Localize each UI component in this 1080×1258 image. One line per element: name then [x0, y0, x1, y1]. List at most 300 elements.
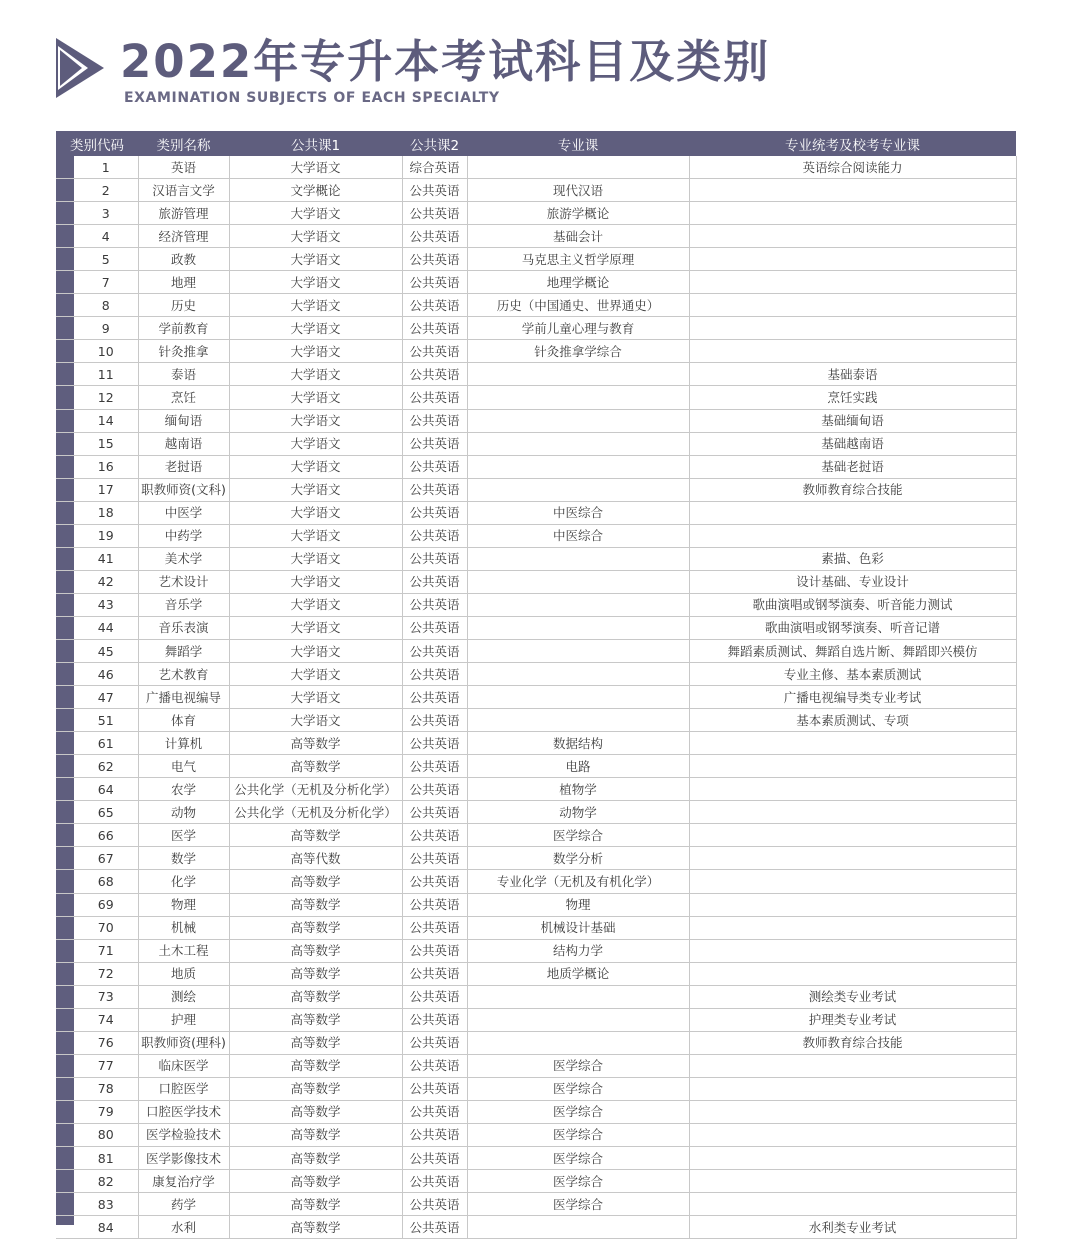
cell-public2: 公共英语 [402, 663, 467, 686]
cell-public1: 高等数学 [229, 1100, 402, 1123]
table-row [56, 409, 1016, 432]
cell-major: 地质学概论 [467, 962, 689, 985]
cell-public1: 大学语文 [229, 524, 402, 547]
cell-name: 医学影像技术 [138, 1147, 229, 1170]
chevron-right-icon [54, 36, 106, 100]
cell-exam: 基础缅甸语 [689, 409, 1016, 432]
cell-name: 广播电视编导 [138, 686, 229, 709]
cell-name: 艺术教育 [138, 663, 229, 686]
table-row [56, 916, 1016, 939]
cell-major: 基础会计 [467, 225, 689, 248]
table-row [56, 801, 1016, 824]
cell-public1: 高等数学 [229, 1123, 402, 1146]
cell-public2: 公共英语 [402, 317, 467, 340]
cell-exam [689, 870, 1016, 893]
cell-name: 艺术设计 [138, 570, 229, 593]
cell-public1: 大学语文 [229, 547, 402, 570]
cell-exam: 舞蹈素质测试、舞蹈自选片断、舞蹈即兴模仿 [689, 639, 1016, 662]
cell-exam [689, 893, 1016, 916]
cell-exam: 教师教育综合技能 [689, 1031, 1016, 1054]
table-row [56, 1031, 1016, 1054]
cell-public1: 高等数学 [229, 824, 402, 847]
cell-exam [689, 179, 1016, 202]
cell-name: 数学 [138, 847, 229, 870]
cell-code: 9 [56, 317, 138, 340]
cell-code: 16 [56, 455, 138, 478]
table-row [56, 1193, 1016, 1216]
cell-name: 药学 [138, 1193, 229, 1216]
table-row [56, 294, 1016, 317]
cell-public1: 大学语文 [229, 248, 402, 271]
cell-major [467, 686, 689, 709]
cell-name: 中药学 [138, 524, 229, 547]
cell-exam [689, 317, 1016, 340]
cell-exam: 基础老挝语 [689, 455, 1016, 478]
table-row [56, 1123, 1016, 1146]
cell-public2: 公共英语 [402, 939, 467, 962]
cell-public1: 高等数学 [229, 1193, 402, 1216]
table-row [56, 1077, 1016, 1100]
cell-exam: 英语综合阅读能力 [689, 156, 1016, 179]
cell-public2: 公共英语 [402, 1077, 467, 1100]
table-row [56, 455, 1016, 478]
cell-major: 数据结构 [467, 732, 689, 755]
table-row [56, 778, 1016, 801]
cell-public2: 公共英语 [402, 478, 467, 501]
cell-code: 62 [56, 755, 138, 778]
cell-code: 69 [56, 893, 138, 916]
table-row [56, 1054, 1016, 1077]
cell-major [467, 639, 689, 662]
table-row [56, 271, 1016, 294]
table-row [56, 755, 1016, 778]
cell-code: 78 [56, 1077, 138, 1100]
cell-public2: 公共英语 [402, 524, 467, 547]
cell-major: 机械设计基础 [467, 916, 689, 939]
table-row [56, 1170, 1016, 1193]
cell-name: 物理 [138, 893, 229, 916]
table-row [56, 179, 1016, 202]
cell-name: 政教 [138, 248, 229, 271]
cell-public2: 公共英语 [402, 1193, 467, 1216]
cell-public2: 公共英语 [402, 1216, 467, 1239]
cell-code: 17 [56, 478, 138, 501]
cell-public2: 公共英语 [402, 686, 467, 709]
cell-major: 医学综合 [467, 1054, 689, 1077]
cell-public2: 公共英语 [402, 985, 467, 1008]
cell-major [467, 455, 689, 478]
cell-name: 化学 [138, 870, 229, 893]
cell-exam [689, 778, 1016, 801]
page-subtitle: EXAMINATION SUBJECTS OF EACH SPECIALTY [124, 90, 500, 106]
cell-name: 农学 [138, 778, 229, 801]
table-row [56, 1100, 1016, 1123]
table-row [56, 363, 1016, 386]
cell-name: 音乐表演 [138, 616, 229, 639]
cell-name: 机械 [138, 916, 229, 939]
cell-name: 康复治疗学 [138, 1170, 229, 1193]
cell-public2: 公共英语 [402, 179, 467, 202]
cell-exam [689, 294, 1016, 317]
cell-code: 74 [56, 1008, 138, 1031]
cell-name: 临床医学 [138, 1054, 229, 1077]
cell-public2: 公共英语 [402, 916, 467, 939]
table-row [56, 709, 1016, 732]
cell-code: 65 [56, 801, 138, 824]
cell-exam: 教师教育综合技能 [689, 478, 1016, 501]
cell-public2: 公共英语 [402, 501, 467, 524]
cell-public2: 公共英语 [402, 962, 467, 985]
table-body [56, 156, 1016, 1239]
cell-code: 7 [56, 271, 138, 294]
cell-public1: 大学语文 [229, 501, 402, 524]
cell-major [467, 709, 689, 732]
table-row [56, 939, 1016, 962]
cell-name: 旅游管理 [138, 202, 229, 225]
cell-exam [689, 340, 1016, 363]
cell-exam: 广播电视编导类专业考试 [689, 686, 1016, 709]
cell-public2: 公共英语 [402, 1147, 467, 1170]
cell-major: 医学综合 [467, 1170, 689, 1193]
cell-public2: 公共英语 [402, 455, 467, 478]
cell-public2: 公共英语 [402, 616, 467, 639]
cell-public1: 大学语文 [229, 663, 402, 686]
cell-public1: 大学语文 [229, 686, 402, 709]
table-header-row [56, 131, 1016, 156]
cell-name: 职教师资(文科) [138, 478, 229, 501]
cell-public2: 公共英语 [402, 709, 467, 732]
cell-public1: 文学概论 [229, 179, 402, 202]
cell-major [467, 593, 689, 616]
cell-major: 结构力学 [467, 939, 689, 962]
cell-public1: 公共化学（无机及分析化学） [229, 778, 402, 801]
cell-code: 3 [56, 202, 138, 225]
cell-public1: 高等代数 [229, 847, 402, 870]
cell-code: 15 [56, 432, 138, 455]
cell-public1: 大学语文 [229, 225, 402, 248]
cell-exam [689, 271, 1016, 294]
cell-name: 动物 [138, 801, 229, 824]
cell-public1: 大学语文 [229, 409, 402, 432]
cell-name: 口腔医学 [138, 1077, 229, 1100]
cell-public2: 公共英语 [402, 570, 467, 593]
cell-public2: 公共英语 [402, 824, 467, 847]
table-row [56, 386, 1016, 409]
table-row [56, 547, 1016, 570]
cell-public1: 大学语文 [229, 386, 402, 409]
cell-public1: 大学语文 [229, 363, 402, 386]
table-row [56, 524, 1016, 547]
cell-exam: 护理类专业考试 [689, 1008, 1016, 1031]
cell-exam [689, 524, 1016, 547]
cell-exam [689, 939, 1016, 962]
cell-exam [689, 225, 1016, 248]
cell-public2: 公共英语 [402, 294, 467, 317]
cell-code: 72 [56, 962, 138, 985]
cell-public1: 高等数学 [229, 1216, 402, 1239]
cell-public2: 公共英语 [402, 1054, 467, 1077]
cell-major [467, 386, 689, 409]
cell-code: 5 [56, 248, 138, 271]
cell-name: 历史 [138, 294, 229, 317]
cell-code: 81 [56, 1147, 138, 1170]
cell-code: 70 [56, 916, 138, 939]
cell-exam [689, 755, 1016, 778]
cell-public1: 大学语文 [229, 709, 402, 732]
cell-public1: 高等数学 [229, 1054, 402, 1077]
cell-public1: 大学语文 [229, 570, 402, 593]
cell-code: 61 [56, 732, 138, 755]
cell-code: 68 [56, 870, 138, 893]
column-header-name: 类别名称 [138, 131, 229, 156]
cell-public1: 大学语文 [229, 455, 402, 478]
cell-code: 76 [56, 1031, 138, 1054]
cell-major: 地理学概论 [467, 271, 689, 294]
cell-major [467, 570, 689, 593]
cell-code: 67 [56, 847, 138, 870]
cell-code: 42 [56, 570, 138, 593]
cell-public1: 高等数学 [229, 985, 402, 1008]
cell-major: 电路 [467, 755, 689, 778]
cell-code: 11 [56, 363, 138, 386]
cell-code: 12 [56, 386, 138, 409]
cell-name: 越南语 [138, 432, 229, 455]
cell-name: 体育 [138, 709, 229, 732]
cell-code: 71 [56, 939, 138, 962]
subjects-table [56, 131, 1017, 1239]
cell-exam [689, 501, 1016, 524]
table-row [56, 616, 1016, 639]
cell-major: 医学综合 [467, 1077, 689, 1100]
cell-major: 数学分析 [467, 847, 689, 870]
table-row [56, 570, 1016, 593]
cell-public2: 公共英语 [402, 732, 467, 755]
page-title: 2022年专升本考试科目及类别 [120, 35, 771, 88]
cell-public1: 高等数学 [229, 1170, 402, 1193]
cell-code: 73 [56, 985, 138, 1008]
cell-code: 8 [56, 294, 138, 317]
cell-major: 动物学 [467, 801, 689, 824]
cell-exam [689, 847, 1016, 870]
cell-major: 医学综合 [467, 824, 689, 847]
cell-code: 83 [56, 1193, 138, 1216]
cell-major [467, 432, 689, 455]
cell-code: 82 [56, 1170, 138, 1193]
cell-public1: 大学语文 [229, 271, 402, 294]
cell-code: 18 [56, 501, 138, 524]
cell-public2: 公共英语 [402, 639, 467, 662]
cell-code: 44 [56, 616, 138, 639]
cell-exam [689, 732, 1016, 755]
cell-code: 45 [56, 639, 138, 662]
cell-exam: 基本素质测试、专项 [689, 709, 1016, 732]
cell-exam [689, 248, 1016, 271]
cell-major [467, 547, 689, 570]
table-row [56, 1216, 1016, 1239]
cell-name: 地理 [138, 271, 229, 294]
cell-exam [689, 801, 1016, 824]
cell-name: 电气 [138, 755, 229, 778]
cell-code: 47 [56, 686, 138, 709]
cell-public2: 公共英语 [402, 225, 467, 248]
cell-exam [689, 1054, 1016, 1077]
cell-name: 口腔医学技术 [138, 1100, 229, 1123]
cell-code: 43 [56, 593, 138, 616]
cell-public1: 大学语文 [229, 593, 402, 616]
table-row [56, 824, 1016, 847]
cell-code: 46 [56, 663, 138, 686]
cell-major: 医学综合 [467, 1123, 689, 1146]
cell-public2: 公共英语 [402, 1123, 467, 1146]
cell-public1: 高等数学 [229, 893, 402, 916]
cell-public2: 公共英语 [402, 1170, 467, 1193]
cell-public2: 公共英语 [402, 1031, 467, 1054]
cell-public2: 公共英语 [402, 271, 467, 294]
cell-public1: 高等数学 [229, 962, 402, 985]
cell-public1: 大学语文 [229, 639, 402, 662]
table-row [56, 317, 1016, 340]
cell-name: 烹饪 [138, 386, 229, 409]
cell-exam [689, 1147, 1016, 1170]
cell-name: 汉语言文学 [138, 179, 229, 202]
cell-major [467, 156, 689, 179]
cell-public1: 大学语文 [229, 202, 402, 225]
cell-major [467, 409, 689, 432]
cell-name: 护理 [138, 1008, 229, 1031]
cell-public2: 公共英语 [402, 386, 467, 409]
table-row [56, 1008, 1016, 1031]
cell-name: 音乐学 [138, 593, 229, 616]
table-row [56, 663, 1016, 686]
cell-major: 专业化学（无机及有机化学） [467, 870, 689, 893]
cell-name: 老挝语 [138, 455, 229, 478]
cell-major: 物理 [467, 893, 689, 916]
cell-exam: 设计基础、专业设计 [689, 570, 1016, 593]
cell-code: 19 [56, 524, 138, 547]
cell-exam: 水利类专业考试 [689, 1216, 1016, 1239]
cell-exam: 基础泰语 [689, 363, 1016, 386]
column-header-code: 类别代码 [56, 131, 138, 156]
cell-major [467, 1008, 689, 1031]
cell-name: 美术学 [138, 547, 229, 570]
cell-public2: 公共英语 [402, 778, 467, 801]
cell-public1: 大学语文 [229, 317, 402, 340]
table-row [56, 732, 1016, 755]
table-row [56, 686, 1016, 709]
cell-name: 计算机 [138, 732, 229, 755]
table-row [56, 593, 1016, 616]
cell-code: 10 [56, 340, 138, 363]
cell-exam: 专业主修、基本素质测试 [689, 663, 1016, 686]
table-row [56, 478, 1016, 501]
table-row [56, 501, 1016, 524]
cell-exam: 烹饪实践 [689, 386, 1016, 409]
column-header-public1: 公共课1 [229, 131, 402, 156]
cell-public1: 高等数学 [229, 1147, 402, 1170]
cell-exam [689, 1123, 1016, 1146]
cell-exam: 歌曲演唱或钢琴演奏、听音记谱 [689, 616, 1016, 639]
cell-name: 水利 [138, 1216, 229, 1239]
cell-exam [689, 1193, 1016, 1216]
cell-exam [689, 202, 1016, 225]
table-row [56, 248, 1016, 271]
cell-major: 针灸推拿学综合 [467, 340, 689, 363]
cell-major [467, 1216, 689, 1239]
cell-exam: 基础越南语 [689, 432, 1016, 455]
cell-major [467, 478, 689, 501]
cell-public1: 大学语文 [229, 340, 402, 363]
cell-public2: 综合英语 [402, 156, 467, 179]
cell-name: 中医学 [138, 501, 229, 524]
cell-public1: 高等数学 [229, 939, 402, 962]
cell-name: 英语 [138, 156, 229, 179]
cell-major: 植物学 [467, 778, 689, 801]
cell-name: 医学检验技术 [138, 1123, 229, 1146]
cell-public2: 公共英语 [402, 593, 467, 616]
cell-public1: 高等数学 [229, 1077, 402, 1100]
column-header-major: 专业课 [467, 131, 689, 156]
cell-public2: 公共英语 [402, 801, 467, 824]
cell-code: 66 [56, 824, 138, 847]
table-row [56, 847, 1016, 870]
cell-public1: 高等数学 [229, 732, 402, 755]
cell-name: 学前教育 [138, 317, 229, 340]
cell-public1: 高等数学 [229, 1031, 402, 1054]
cell-public2: 公共英语 [402, 340, 467, 363]
cell-public1: 大学语文 [229, 478, 402, 501]
cell-code: 64 [56, 778, 138, 801]
table-row [56, 156, 1016, 179]
cell-public1: 高等数学 [229, 1008, 402, 1031]
cell-public2: 公共英语 [402, 363, 467, 386]
cell-exam [689, 1100, 1016, 1123]
cell-name: 经济管理 [138, 225, 229, 248]
cell-public2: 公共英语 [402, 847, 467, 870]
cell-name: 测绘 [138, 985, 229, 1008]
column-header-exam: 专业统考及校考专业课 [689, 131, 1016, 156]
table-row [56, 202, 1016, 225]
table-row [56, 432, 1016, 455]
cell-major: 中医综合 [467, 524, 689, 547]
cell-exam [689, 962, 1016, 985]
cell-code: 14 [56, 409, 138, 432]
cell-exam: 测绘类专业考试 [689, 985, 1016, 1008]
cell-public2: 公共英语 [402, 1100, 467, 1123]
table-row [56, 639, 1016, 662]
cell-major: 中医综合 [467, 501, 689, 524]
cell-exam [689, 1170, 1016, 1193]
cell-code: 51 [56, 709, 138, 732]
cell-code: 80 [56, 1123, 138, 1146]
cell-code: 1 [56, 156, 138, 179]
cell-exam [689, 1077, 1016, 1100]
cell-public1: 高等数学 [229, 916, 402, 939]
cell-code: 2 [56, 179, 138, 202]
column-header-public2: 公共课2 [402, 131, 467, 156]
cell-public2: 公共英语 [402, 202, 467, 225]
cell-name: 土木工程 [138, 939, 229, 962]
cell-public2: 公共英语 [402, 409, 467, 432]
cell-major: 医学综合 [467, 1147, 689, 1170]
cell-public1: 大学语文 [229, 294, 402, 317]
cell-public1: 公共化学（无机及分析化学） [229, 801, 402, 824]
cell-major: 旅游学概论 [467, 202, 689, 225]
cell-name: 缅甸语 [138, 409, 229, 432]
page-header [0, 0, 1080, 125]
cell-major: 医学综合 [467, 1100, 689, 1123]
table-row [56, 1147, 1016, 1170]
cell-major: 历史（中国通史、世界通史） [467, 294, 689, 317]
